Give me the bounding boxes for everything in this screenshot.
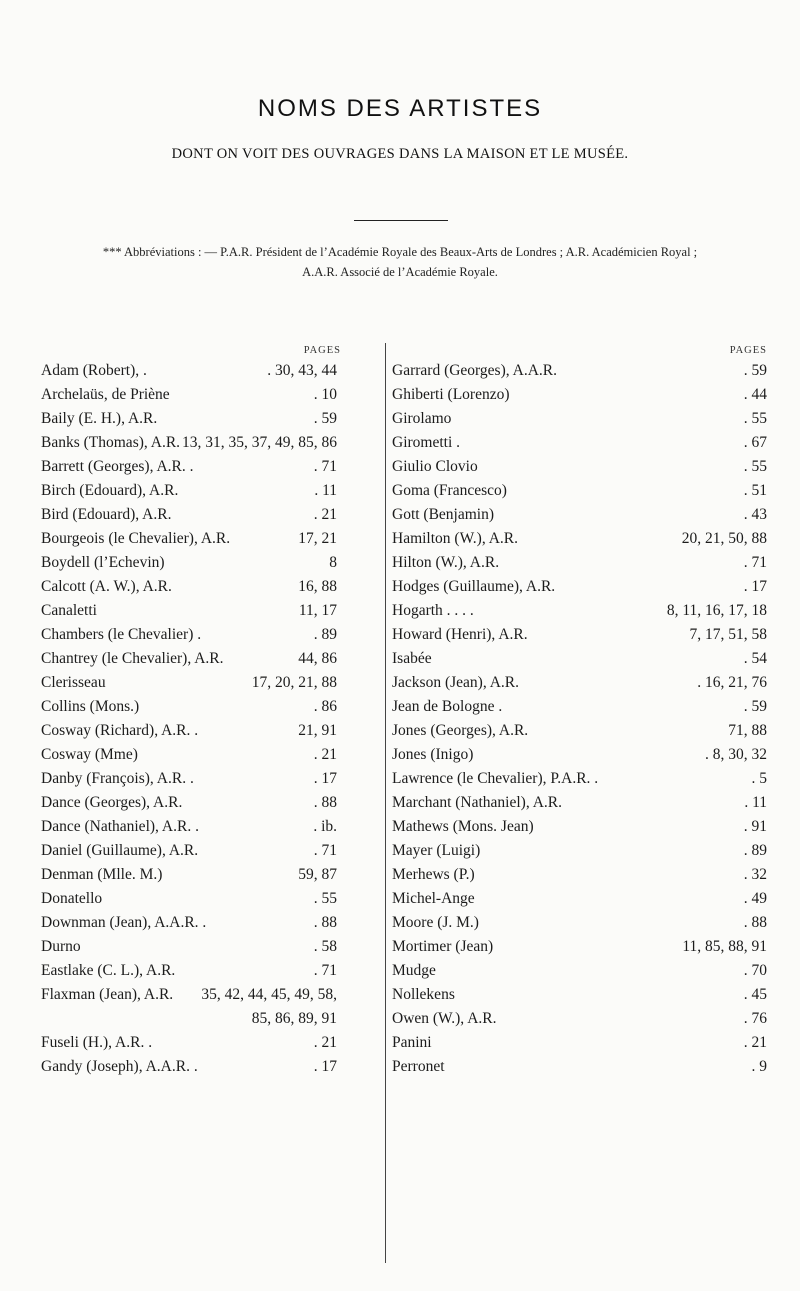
artist-name: Howard (Henri), A.R. (392, 626, 528, 643)
page-references: 17, 20, 21, 88 (251, 674, 337, 691)
artist-name: Clerisseau (41, 674, 106, 691)
artist-name: Daniel (Guillaume), A.R. (41, 842, 199, 859)
page-references: . 91 (743, 818, 767, 835)
artist-name: Jackson (Jean), A.R. (392, 674, 519, 691)
artist-name: Mathews (Mons. Jean) (392, 818, 534, 835)
page-references: 13, 31, 35, 37, 49, 85, 86 (182, 434, 337, 451)
artist-name: Gott (Benjamin) (392, 506, 495, 523)
page-references: 44, 86 (298, 650, 337, 667)
artist-name: Birch (Edouard), A.R. (41, 482, 179, 499)
index-entry (392, 935, 767, 959)
artist-name: Goma (Francesco) (392, 482, 507, 499)
index-entry (392, 1007, 767, 1031)
page-references: . 71 (313, 962, 337, 979)
abbreviations-line-1: *** Abbréviations : — P.A.R. Président de l’Académie Royale des Beaux-Arts de Londres ; A.R. Académicien Royal ; (102, 245, 698, 259)
index-entry (392, 863, 767, 887)
index-entry (41, 431, 341, 455)
artist-name: Cosway (Richard), A.R. . (41, 722, 199, 739)
index-entry (41, 983, 341, 1007)
index-entry (392, 431, 767, 455)
page-references: . 88 (313, 794, 337, 811)
index-entry (392, 815, 767, 839)
artist-index-left-column (41, 343, 341, 1079)
artist-name: Downman (Jean), A.A.R. . (41, 914, 207, 931)
index-entry (392, 1055, 767, 1079)
index-entry (41, 623, 341, 647)
index-entry (392, 551, 767, 575)
page-references: 11, 17 (298, 602, 337, 619)
artist-name: Dance (Georges), A.R. (41, 794, 183, 811)
index-entry (41, 599, 341, 623)
page-references: . 17 (743, 578, 767, 595)
index-entry (392, 647, 767, 671)
artist-name: Hilton (W.), A.R. (392, 554, 500, 571)
index-entry (41, 959, 341, 983)
page-references: . 21 (743, 1034, 767, 1051)
index-entry (41, 863, 341, 887)
pages-column-header: PAGES (729, 345, 767, 356)
page-references: . 43 (743, 506, 767, 523)
index-entry (41, 911, 341, 935)
page-references: . 32 (743, 866, 767, 883)
artist-name: Isabée (392, 650, 432, 667)
artist-name: Michel-Ange (392, 890, 475, 907)
artist-name: Girolamo (392, 410, 452, 427)
index-entry (392, 1031, 767, 1055)
artist-name: Nollekens (392, 986, 455, 1003)
page-references: . 71 (313, 842, 337, 859)
index-entry (392, 383, 767, 407)
page-references: . 55 (313, 890, 337, 907)
index-entry (392, 623, 767, 647)
artist-name: Mudge (392, 962, 436, 979)
index-entry (41, 551, 341, 575)
page-references: 59, 87 (298, 866, 337, 883)
page-references: . 11 (744, 794, 767, 811)
artist-name: Cosway (Mme) (41, 746, 138, 763)
artist-name: Hogarth . . . . (392, 602, 474, 619)
page-references: . 59 (313, 410, 337, 427)
page-references: . 71 (743, 554, 767, 571)
artist-name: Perronet (392, 1058, 445, 1075)
abbreviations-note (40, 242, 760, 282)
page-references: . 59 (743, 362, 767, 379)
page-references: . 8, 30, 32 (705, 746, 767, 763)
index-entry (41, 359, 341, 383)
index-entry (392, 671, 767, 695)
page-references: . 10 (313, 386, 337, 403)
index-entry (392, 767, 767, 791)
index-entry (41, 695, 341, 719)
index-entry (41, 887, 341, 911)
page-references: . 21 (313, 746, 337, 763)
artist-name: Moore (J. M.) (392, 914, 479, 931)
page-references: . 89 (743, 842, 767, 859)
artist-name: Baily (E. H.), A.R. (41, 410, 158, 427)
index-entry (41, 935, 341, 959)
index-entry (41, 479, 341, 503)
page-references: . 89 (313, 626, 337, 643)
title-divider (354, 220, 448, 221)
index-entry (392, 455, 767, 479)
artist-name: Mayer (Luigi) (392, 842, 481, 859)
index-entry (41, 1007, 341, 1031)
page-subtitle: DONT ON VOIT DES OUVRAGES DANS LA MAISON ET LE MUSÉE. (171, 146, 629, 162)
index-entry (41, 647, 341, 671)
index-entry (41, 839, 341, 863)
index-entry (41, 815, 341, 839)
index-entry (41, 407, 341, 431)
artist-name: Gandy (Joseph), A.A.R. . (41, 1058, 198, 1075)
artist-name: Archelaüs, de Priène (41, 386, 170, 403)
index-entry (392, 983, 767, 1007)
index-entry (392, 599, 767, 623)
page-references: . 16, 21, 76 (697, 674, 767, 691)
page-references: . 21 (313, 1034, 337, 1051)
index-entry (41, 767, 341, 791)
artist-name: Panini (392, 1034, 432, 1051)
page-references: 11, 85, 88, 91 (682, 938, 767, 955)
artist-name: Jean de Bologne . (392, 698, 503, 715)
page-references: . 45 (743, 986, 767, 1003)
index-entry (392, 479, 767, 503)
index-entry (41, 575, 341, 599)
index-entry (41, 527, 341, 551)
artist-name: Mortimer (Jean) (392, 938, 494, 955)
artist-name: Donatello (41, 890, 103, 907)
artist-name: Hamilton (W.), A.R. (392, 530, 519, 547)
artist-name: Canaletti (41, 602, 97, 619)
artist-name: Flaxman (Jean), A.R. (41, 986, 174, 1003)
page-references: . 17 (313, 770, 337, 787)
index-entry (392, 575, 767, 599)
index-entry (392, 359, 767, 383)
page-references: . 44 (743, 386, 767, 403)
artist-name: Barrett (Georges), A.R. . (41, 458, 194, 475)
page-references: 8 (329, 554, 337, 571)
page-references: 16, 88 (298, 578, 337, 595)
page-references: 21, 91 (298, 722, 337, 739)
index-entry (41, 743, 341, 767)
index-entry (392, 527, 767, 551)
artist-name: Fuseli (H.), A.R. . (41, 1034, 153, 1051)
artist-name: Durno (41, 938, 81, 955)
page-references: . 49 (743, 890, 767, 907)
index-entry (392, 911, 767, 935)
abbreviations-line-2: A.A.R. Associé de l’Académie Royale. (302, 265, 498, 279)
page-references: . 88 (743, 914, 767, 931)
index-entry (41, 503, 341, 527)
index-entry (41, 455, 341, 479)
page-references: . ib. (313, 818, 337, 835)
page-references: . 58 (313, 938, 337, 955)
artist-name: Chantrey (le Chevalier), A.R. (41, 650, 224, 667)
page-references: 35, 42, 44, 45, 49, 58, (201, 986, 337, 1003)
page-references: . 11 (314, 482, 337, 499)
page-references: . 55 (743, 458, 767, 475)
artist-name: Danby (François), A.R. . (41, 770, 194, 787)
artist-name: Adam (Robert), . (41, 362, 147, 379)
index-entry (392, 887, 767, 911)
artist-name: Chambers (le Chevalier) . (41, 626, 202, 643)
artist-name: Banks (Thomas), A.R. (41, 434, 181, 451)
artist-name: Marchant (Nathaniel), A.R. (392, 794, 563, 811)
page-references: 7, 17, 51, 58 (689, 626, 767, 643)
page-references: 8, 11, 16, 17, 18 (666, 602, 767, 619)
page-references: . 54 (743, 650, 767, 667)
page-references: . 5 (751, 770, 767, 787)
artist-name: Ghiberti (Lorenzo) (392, 386, 510, 403)
page-references: . 30, 43, 44 (267, 362, 337, 379)
index-entry (392, 743, 767, 767)
page-references: 17, 21 (298, 530, 337, 547)
page-references: . 51 (743, 482, 767, 499)
artist-name: Bird (Edouard), A.R. (41, 506, 172, 523)
index-entry (41, 719, 341, 743)
artist-name: Giulio Clovio (392, 458, 478, 475)
index-entry (392, 695, 767, 719)
artist-name: Denman (Mlle. M.) (41, 866, 163, 883)
artist-name: Lawrence (le Chevalier), P.A.R. . (392, 770, 599, 787)
index-entry (41, 1031, 341, 1055)
artist-name: Girometti . (392, 434, 461, 451)
artist-name: Jones (Inigo) (392, 746, 474, 763)
page-references: . 67 (743, 434, 767, 451)
page-references: . 88 (313, 914, 337, 931)
index-entry (41, 671, 341, 695)
index-entry (392, 959, 767, 983)
artist-name: Merhews (P.) (392, 866, 475, 883)
artist-name: Owen (W.), A.R. (392, 1010, 497, 1027)
page-references: . 71 (313, 458, 337, 475)
index-entry (392, 791, 767, 815)
page-references: 20, 21, 50, 88 (681, 530, 767, 547)
artist-name: Collins (Mons.) (41, 698, 140, 715)
artist-name: Dance (Nathaniel), A.R. . (41, 818, 199, 835)
page-references: 85, 86, 89, 91 (251, 1010, 337, 1027)
page-title: NOMS DES ARTISTES (257, 95, 543, 122)
pages-column-header: PAGES (303, 345, 341, 356)
index-entry (392, 503, 767, 527)
artist-name: Garrard (Georges), A.A.R. (392, 362, 557, 379)
page-references: 71, 88 (728, 722, 767, 739)
index-entry (392, 719, 767, 743)
artist-name: Jones (Georges), A.R. (392, 722, 529, 739)
page-references: . 70 (743, 962, 767, 979)
artist-name: Hodges (Guillaume), A.R. (392, 578, 556, 595)
page-references: . 86 (313, 698, 337, 715)
artist-index-right-column (385, 343, 767, 1263)
page-references: . 55 (743, 410, 767, 427)
artist-name: Boydell (l’Echevin) (41, 554, 165, 571)
page-references: . 59 (743, 698, 767, 715)
page-references: . 21 (313, 506, 337, 523)
page-references: . 76 (743, 1010, 767, 1027)
index-entry (392, 407, 767, 431)
index-entry (41, 1055, 341, 1079)
page-references: . 17 (313, 1058, 337, 1075)
artist-name: Eastlake (C. L.), A.R. (41, 962, 176, 979)
index-entry (392, 839, 767, 863)
index-entry (41, 791, 341, 815)
index-entry (41, 383, 341, 407)
page-references: . 9 (751, 1058, 767, 1075)
artist-name: Calcott (A. W.), A.R. (41, 578, 172, 595)
artist-name: Bourgeois (le Chevalier), A.R. (41, 530, 231, 547)
